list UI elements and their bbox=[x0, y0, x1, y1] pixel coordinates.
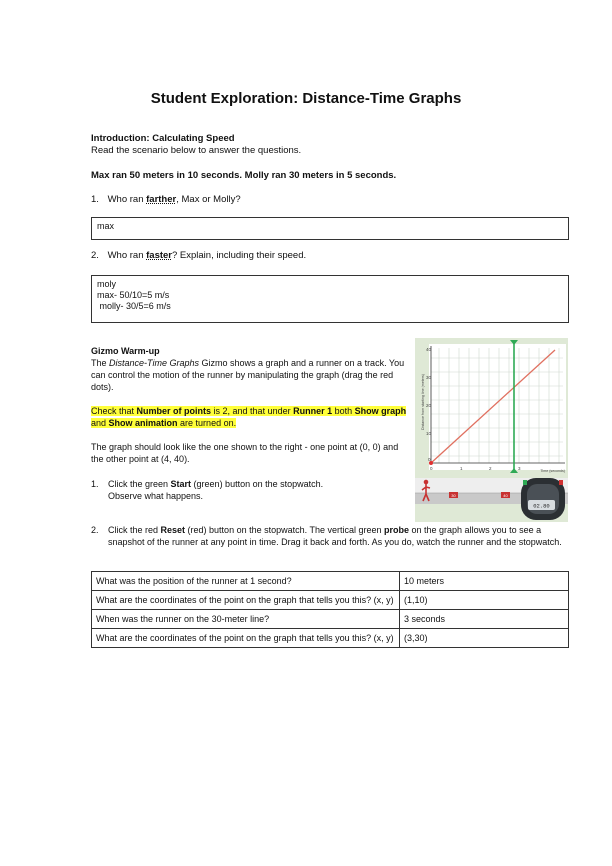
q2-answer-line: moly bbox=[97, 279, 117, 289]
start-button[interactable] bbox=[523, 480, 527, 485]
table-answer[interactable]: (3,30) bbox=[400, 629, 569, 648]
y-tick-label: 20 bbox=[426, 403, 432, 408]
gizmo-screenshot bbox=[415, 338, 568, 522]
table-question: When was the runner on the 30-meter line? bbox=[92, 610, 400, 629]
table-row bbox=[92, 629, 569, 648]
warmup-paragraph bbox=[91, 357, 409, 393]
step1-text: Click the green bbox=[108, 479, 171, 489]
step2-probe: probe bbox=[384, 525, 410, 535]
step2-text: (red) button on the stopwatch. The vertical green bbox=[185, 525, 384, 535]
scenario-text: Max ran 50 meters in 10 seconds. Molly ran 30 meters in 5 seconds. bbox=[91, 170, 397, 181]
hl-text: both bbox=[332, 406, 355, 416]
step-2 bbox=[91, 524, 571, 548]
q2-number: 2. bbox=[91, 250, 99, 261]
x-axis-label: Time (seconds) bbox=[540, 469, 565, 473]
y-axis-label: Distance from starting line (meters) bbox=[421, 374, 425, 430]
x-tick-label: 3 bbox=[518, 466, 521, 471]
step-1 bbox=[91, 478, 409, 502]
warmup-heading: Gizmo Warm-up bbox=[91, 346, 160, 356]
page-title: Student Exploration: Distance-Time Graphs bbox=[150, 90, 462, 107]
hl-text: Show graph bbox=[354, 406, 407, 416]
stopwatch[interactable] bbox=[521, 478, 565, 520]
hl-text: Number of points bbox=[136, 406, 212, 416]
step2-number: 2. bbox=[91, 525, 99, 535]
question-2 bbox=[91, 250, 306, 262]
table-answer[interactable]: (1,10) bbox=[400, 591, 569, 610]
table-question: What are the coordinates of the point on the graph that tells you this? (x, y) bbox=[92, 629, 400, 648]
reset-button[interactable] bbox=[559, 480, 563, 485]
q2-pre: Who ran bbox=[107, 250, 147, 261]
intro-section bbox=[91, 133, 571, 157]
stopwatch-reading: 02.80 bbox=[533, 502, 550, 510]
y-tick-label: 30 bbox=[426, 375, 432, 380]
hl-text: Runner 1 bbox=[293, 406, 333, 416]
gizmo-name: Distance-Time Graphs bbox=[109, 358, 199, 368]
q1-answer: max bbox=[97, 221, 115, 231]
step1-text: (green) button on the stopwatch. bbox=[191, 479, 324, 489]
q2-answer-box[interactable] bbox=[91, 275, 569, 323]
step2-text: Click the red bbox=[108, 525, 161, 535]
hl-text: and bbox=[91, 418, 109, 428]
q2-post: ? Explain, including their speed. bbox=[172, 250, 307, 261]
q1-number: 1. bbox=[91, 194, 99, 205]
question-1 bbox=[91, 194, 241, 206]
q2-answer-line: max- 50/10=5 m/s bbox=[97, 290, 170, 300]
step1-start: Start bbox=[170, 479, 192, 489]
graph-area bbox=[429, 344, 566, 470]
table-answer[interactable]: 3 seconds bbox=[400, 610, 569, 629]
warmup-text: Gizmo shows a graph and a runner on a track. You can control the motion of the runner by manipulating the graph (drag the red dots). bbox=[91, 358, 405, 392]
step1-line2: Observe what happens. bbox=[108, 491, 204, 501]
step2-reset: Reset bbox=[160, 525, 186, 535]
y-tick-label: 0 bbox=[428, 457, 431, 462]
table-answer[interactable]: 10 meters bbox=[400, 572, 569, 591]
table-row bbox=[92, 610, 569, 629]
hl-text: Show animation bbox=[108, 418, 178, 428]
hl-text: Check that bbox=[91, 406, 137, 416]
table-row bbox=[92, 572, 569, 591]
gizmo-graph bbox=[415, 338, 568, 522]
table-question: What are the coordinates of the point on the graph that tells you this? (x, y) bbox=[92, 591, 400, 610]
intro-heading: Introduction: Calculating Speed bbox=[91, 133, 235, 144]
warmup-section bbox=[91, 345, 409, 502]
y-tick-label: 40 bbox=[426, 347, 432, 352]
q1-keyword: farther bbox=[146, 194, 177, 205]
setup-instruction bbox=[91, 405, 409, 429]
q1-answer-box[interactable] bbox=[91, 217, 569, 240]
marker-40-label: 40 bbox=[503, 492, 508, 498]
step2-text: on the graph allows you to see a snapshot of the runner at any point in time. Drag it back and forth. As you do, watch the runner and the stopwatch. bbox=[108, 525, 562, 547]
hl-text: are turned on. bbox=[177, 418, 237, 428]
hl-text: is 2, and that under bbox=[211, 406, 294, 416]
q1-pre: Who ran bbox=[107, 194, 147, 205]
intro-instruction: Read the scenario below to answer the questions. bbox=[91, 145, 302, 156]
x-tick-label: 1 bbox=[460, 466, 463, 471]
step1-number: 1. bbox=[91, 479, 99, 489]
warmup-text: The bbox=[91, 358, 110, 368]
table-row bbox=[92, 591, 569, 610]
graph-description: The graph should look like the one shown to the right - one point at (0, 0) and the other point at (4, 40). bbox=[91, 442, 399, 464]
marker-30-label: 30 bbox=[451, 492, 456, 498]
x-tick-label: 2 bbox=[489, 466, 492, 471]
q2-answer-line: molly- 30/5=6 m/s bbox=[97, 301, 171, 311]
q1-post: , Max or Molly? bbox=[176, 194, 241, 205]
table-question: What was the position of the runner at 1 second? bbox=[92, 572, 400, 591]
q2-keyword: faster bbox=[146, 250, 172, 261]
exploration-table bbox=[91, 571, 569, 648]
x-tick-label: 0 bbox=[430, 466, 433, 471]
y-tick-label: 10 bbox=[426, 431, 432, 436]
